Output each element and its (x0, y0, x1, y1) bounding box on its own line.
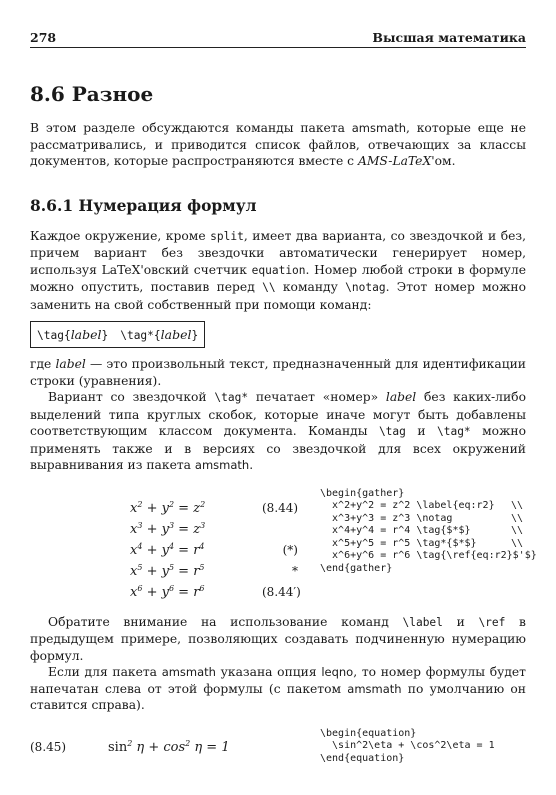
pkg-name: amsmath (351, 121, 407, 135)
subsection-title: 8.6.1 Нумерация формул (30, 195, 257, 215)
equation-line: $x^4 + y^4 = r^4$ (130, 541, 205, 558)
latex-source (320, 488, 537, 576)
equation-number: * (292, 563, 298, 578)
line-break-markers: \\ \\ \\ \\ (511, 500, 524, 549)
leqno-example (30, 728, 526, 778)
equation-number: (*) (282, 542, 298, 557)
gather-example (30, 487, 537, 608)
paragraph-5: Если для пакета amsmath указана опция leqno, то номер формулы будет напечатан слева от этой формулы (с пакетом amsmath по умолчанию он ставится справа). (30, 665, 527, 712)
section-title: 8.6 Разное (30, 82, 154, 106)
paragraph-3: Вариант со звездочкой \tag* печатает «номер» label без каких-либо выделений типа круглых скобок, которые иначе могут быть добавлены соответствующим классом документа. Команды \tag и \tag* можно применять также и в версиях со звездочкой для всех окружений выравнивания из пакета amsmath. (30, 390, 526, 472)
code-line: x^6+y^6 = r^6 \tag{\ref{eq:r2}$'$} (320, 550, 537, 562)
equation-line: $x^5 + y^5 = r^5$ (130, 562, 205, 579)
equation-number (262, 519, 298, 540)
paragraph-4: Обратите внимание на использование команд \label и \ref в предыдущем примере, позволяющих создавать подчиненную нумерацию формул. (30, 614, 526, 663)
paragraph-2: где label — это произвольный текст, предназначенный для идентификации строки (уравнения). (30, 357, 527, 388)
header-rule (30, 47, 526, 48)
equation-list (130, 498, 205, 603)
paragraph-1: Каждое окружение, кроме split, имеет два варианта, со звездочкой и без, причем вариант без звездочки автоматически генерирует номер, используя LaTeX'овский счетчик equation. Номер любой строки в формуле можно опустить, поставив перед \\ команду \notag. Этот номер можно заменить на свой собственный при помощи команд: (30, 228, 527, 312)
equation-line: $x^2 + y^2 = z^2$ (130, 499, 206, 516)
equation-line: $x^6 + y^6 = r^6$ (130, 583, 205, 600)
code-line: \end{gather} (320, 563, 393, 575)
equation-line: $\sin^2 \eta + \cos^2 \eta = 1$ (108, 738, 230, 755)
ams-logo: AMS-LaTeX (357, 154, 432, 168)
running-header (30, 30, 526, 46)
code-line: x^5+y^5 = r^5 \tag*{$*$} (320, 537, 477, 549)
section-intro: В этом разделе обсуждаются команды пакета amsmath, которые еще не рассматривались, и приводится список файлов, отвечающих за классы документов, которые распространяются вместе с AMS-LaTeX'ом. (30, 121, 526, 168)
equation-numbers (262, 498, 301, 603)
code-line: \begin{gather} (320, 487, 405, 499)
equation-number: (8.45) (30, 739, 67, 754)
equation-number: (8.44′) (262, 584, 301, 599)
code-line: x^2+y^2 = z^2 \label{eq:r2} (320, 500, 495, 512)
running-title: Высшая математика (372, 30, 526, 45)
equation-line: $x^3 + y^3 = z^3$ (130, 520, 206, 537)
page-number: 278 (30, 30, 57, 45)
equation-number: (8.44) (262, 500, 299, 515)
latex-source: \begin{equation} \sin^2\eta + \cos^2\eta = 1 \end{equation} (320, 727, 495, 764)
code-line: x^4+y^4 = r^4 \tag{$*$} (320, 525, 471, 537)
book-page (30, 30, 537, 778)
code-line: x^3+y^3 = z^3 \notag (320, 512, 453, 524)
tag-syntax-box: \tag{label} \tag*{label} (30, 321, 205, 348)
